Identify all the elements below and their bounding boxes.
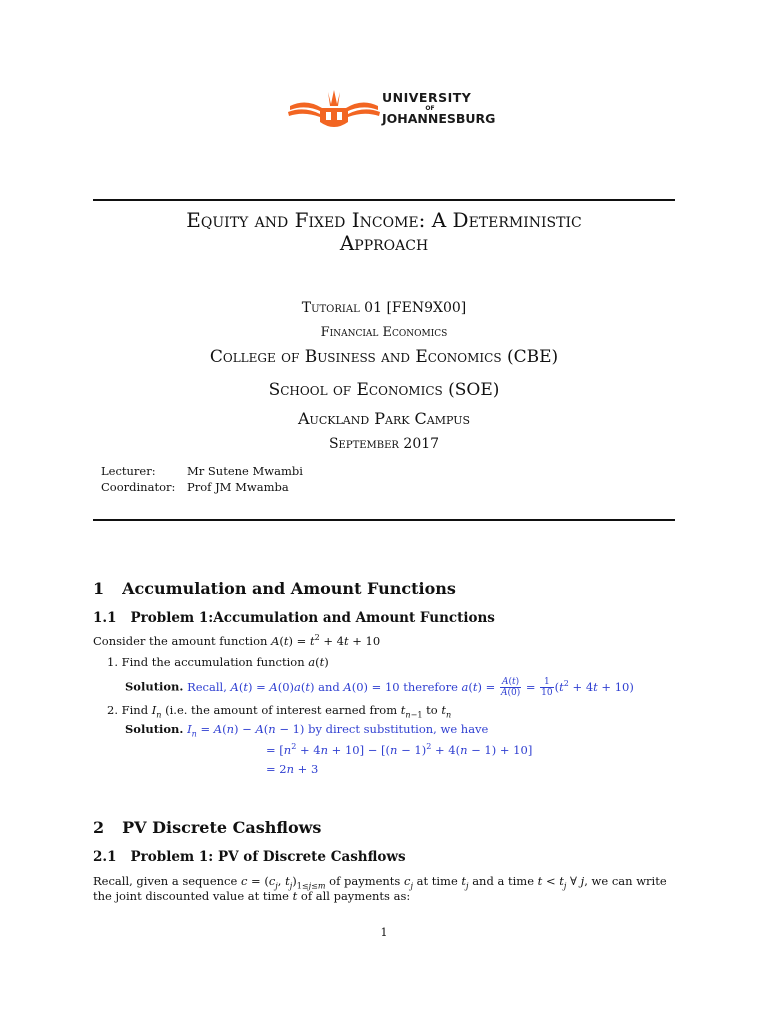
subsection-title: Problem 1:Accumulation and Amount Functions bbox=[130, 610, 495, 626]
university-emblem-icon bbox=[288, 88, 380, 132]
item-number: 1. bbox=[107, 655, 118, 669]
section-1-heading bbox=[93, 579, 456, 598]
staff-name: Prof JM Mwamba bbox=[187, 480, 289, 494]
course-name: Financial Economics bbox=[320, 325, 448, 340]
subsection-number: 2.1 bbox=[93, 849, 117, 865]
solution-label: Solution. bbox=[125, 722, 184, 736]
section-number: 1 bbox=[93, 579, 105, 598]
logo-line-university: UNIVERSITY bbox=[382, 90, 472, 105]
item-text: Find the accumulation function bbox=[121, 655, 305, 669]
bottom-rule bbox=[93, 519, 675, 521]
item-number: 2. bbox=[107, 703, 118, 717]
solution-1-text: Recall, A(t) = A(0)a(t) and A(0) = 10 therefore a(t) = $\frac{A(t)}{A(0)}$ = $\frac{1}{10}$ $(t^2 + 4t + 10)$ bbox=[187, 677, 634, 698]
problem-2-intro: Recall, given a sequence $c = (c_j$, $t_j)_{1\le j\le m}$ of payments $c_j$ at time $t_j$ and a time $t < t_j$ ∀ j, we can write the joint discounted value at time t of all payments as: bbox=[93, 874, 667, 903]
problem-1-item-2: 2. Find $I_n$ (i.e. the amount of interest earned from $t_{n-1}$ to $t_n$ bbox=[107, 703, 452, 720]
document-title bbox=[0, 209, 768, 255]
logo-wordmark bbox=[382, 92, 495, 125]
subsection-title: Problem 1: PV of Discrete Cashflows bbox=[130, 849, 406, 865]
school-name: School of Economics (SOE) bbox=[268, 380, 500, 400]
solution-2-line-3: = 2n + 3 bbox=[266, 762, 319, 776]
subsection-number: 1.1 bbox=[93, 610, 117, 626]
staff-role: Coordinator: bbox=[101, 480, 176, 494]
logo-line-johannesburg: JOHANNESBURG bbox=[382, 110, 496, 126]
solution-label: Solution. bbox=[125, 679, 184, 694]
date: September 2017 bbox=[328, 436, 440, 452]
problem-1-intro: Consider the amount function $A(t) = t^2 + 4t + 10$ bbox=[93, 633, 381, 648]
solution-1 bbox=[125, 677, 634, 698]
intro-text: Consider the amount function bbox=[93, 634, 268, 648]
staff-row-coordinator bbox=[101, 479, 303, 495]
staff-role: Lecturer: bbox=[101, 464, 156, 478]
logo-line-of: OF bbox=[425, 104, 435, 112]
title-line-1: Equity and Fixed Income: A Deterministic bbox=[186, 208, 582, 232]
section-number: 2 bbox=[93, 818, 105, 837]
solution-2-line-2: = $[n^2 + 4n + 10] - [(n - 1)^2 + 4(n - 1) + 10]$ bbox=[266, 742, 533, 757]
staff-table bbox=[101, 463, 303, 495]
staff-name: Mr Sutene Mwambi bbox=[187, 464, 303, 478]
subsection-1-1-heading bbox=[93, 610, 495, 626]
university-logo bbox=[288, 88, 496, 132]
subsection-2-1-heading bbox=[93, 849, 406, 865]
staff-row-lecturer bbox=[101, 463, 303, 479]
section-2-heading bbox=[93, 818, 321, 837]
item-text: Find bbox=[121, 703, 149, 717]
solution-2 bbox=[125, 722, 489, 739]
title-line-2: Approach bbox=[339, 231, 429, 255]
solution-2-text: $I_n = A(n) - A(n - 1)$ by direct substitution, we have bbox=[187, 722, 489, 739]
tutorial-code: Tutorial 01 [FEN9X00] bbox=[301, 300, 467, 316]
campus-name: Auckland Park Campus bbox=[298, 409, 470, 428]
college-name: College of Business and Economics (CBE) bbox=[209, 347, 559, 367]
top-rule bbox=[93, 199, 675, 201]
section-title: PV Discrete Cashflows bbox=[122, 818, 322, 837]
problem-1-item-1: 1. Find the accumulation function a(t) bbox=[107, 655, 329, 669]
section-title: Accumulation and Amount Functions bbox=[122, 579, 456, 598]
page-number: 1 bbox=[380, 926, 388, 939]
